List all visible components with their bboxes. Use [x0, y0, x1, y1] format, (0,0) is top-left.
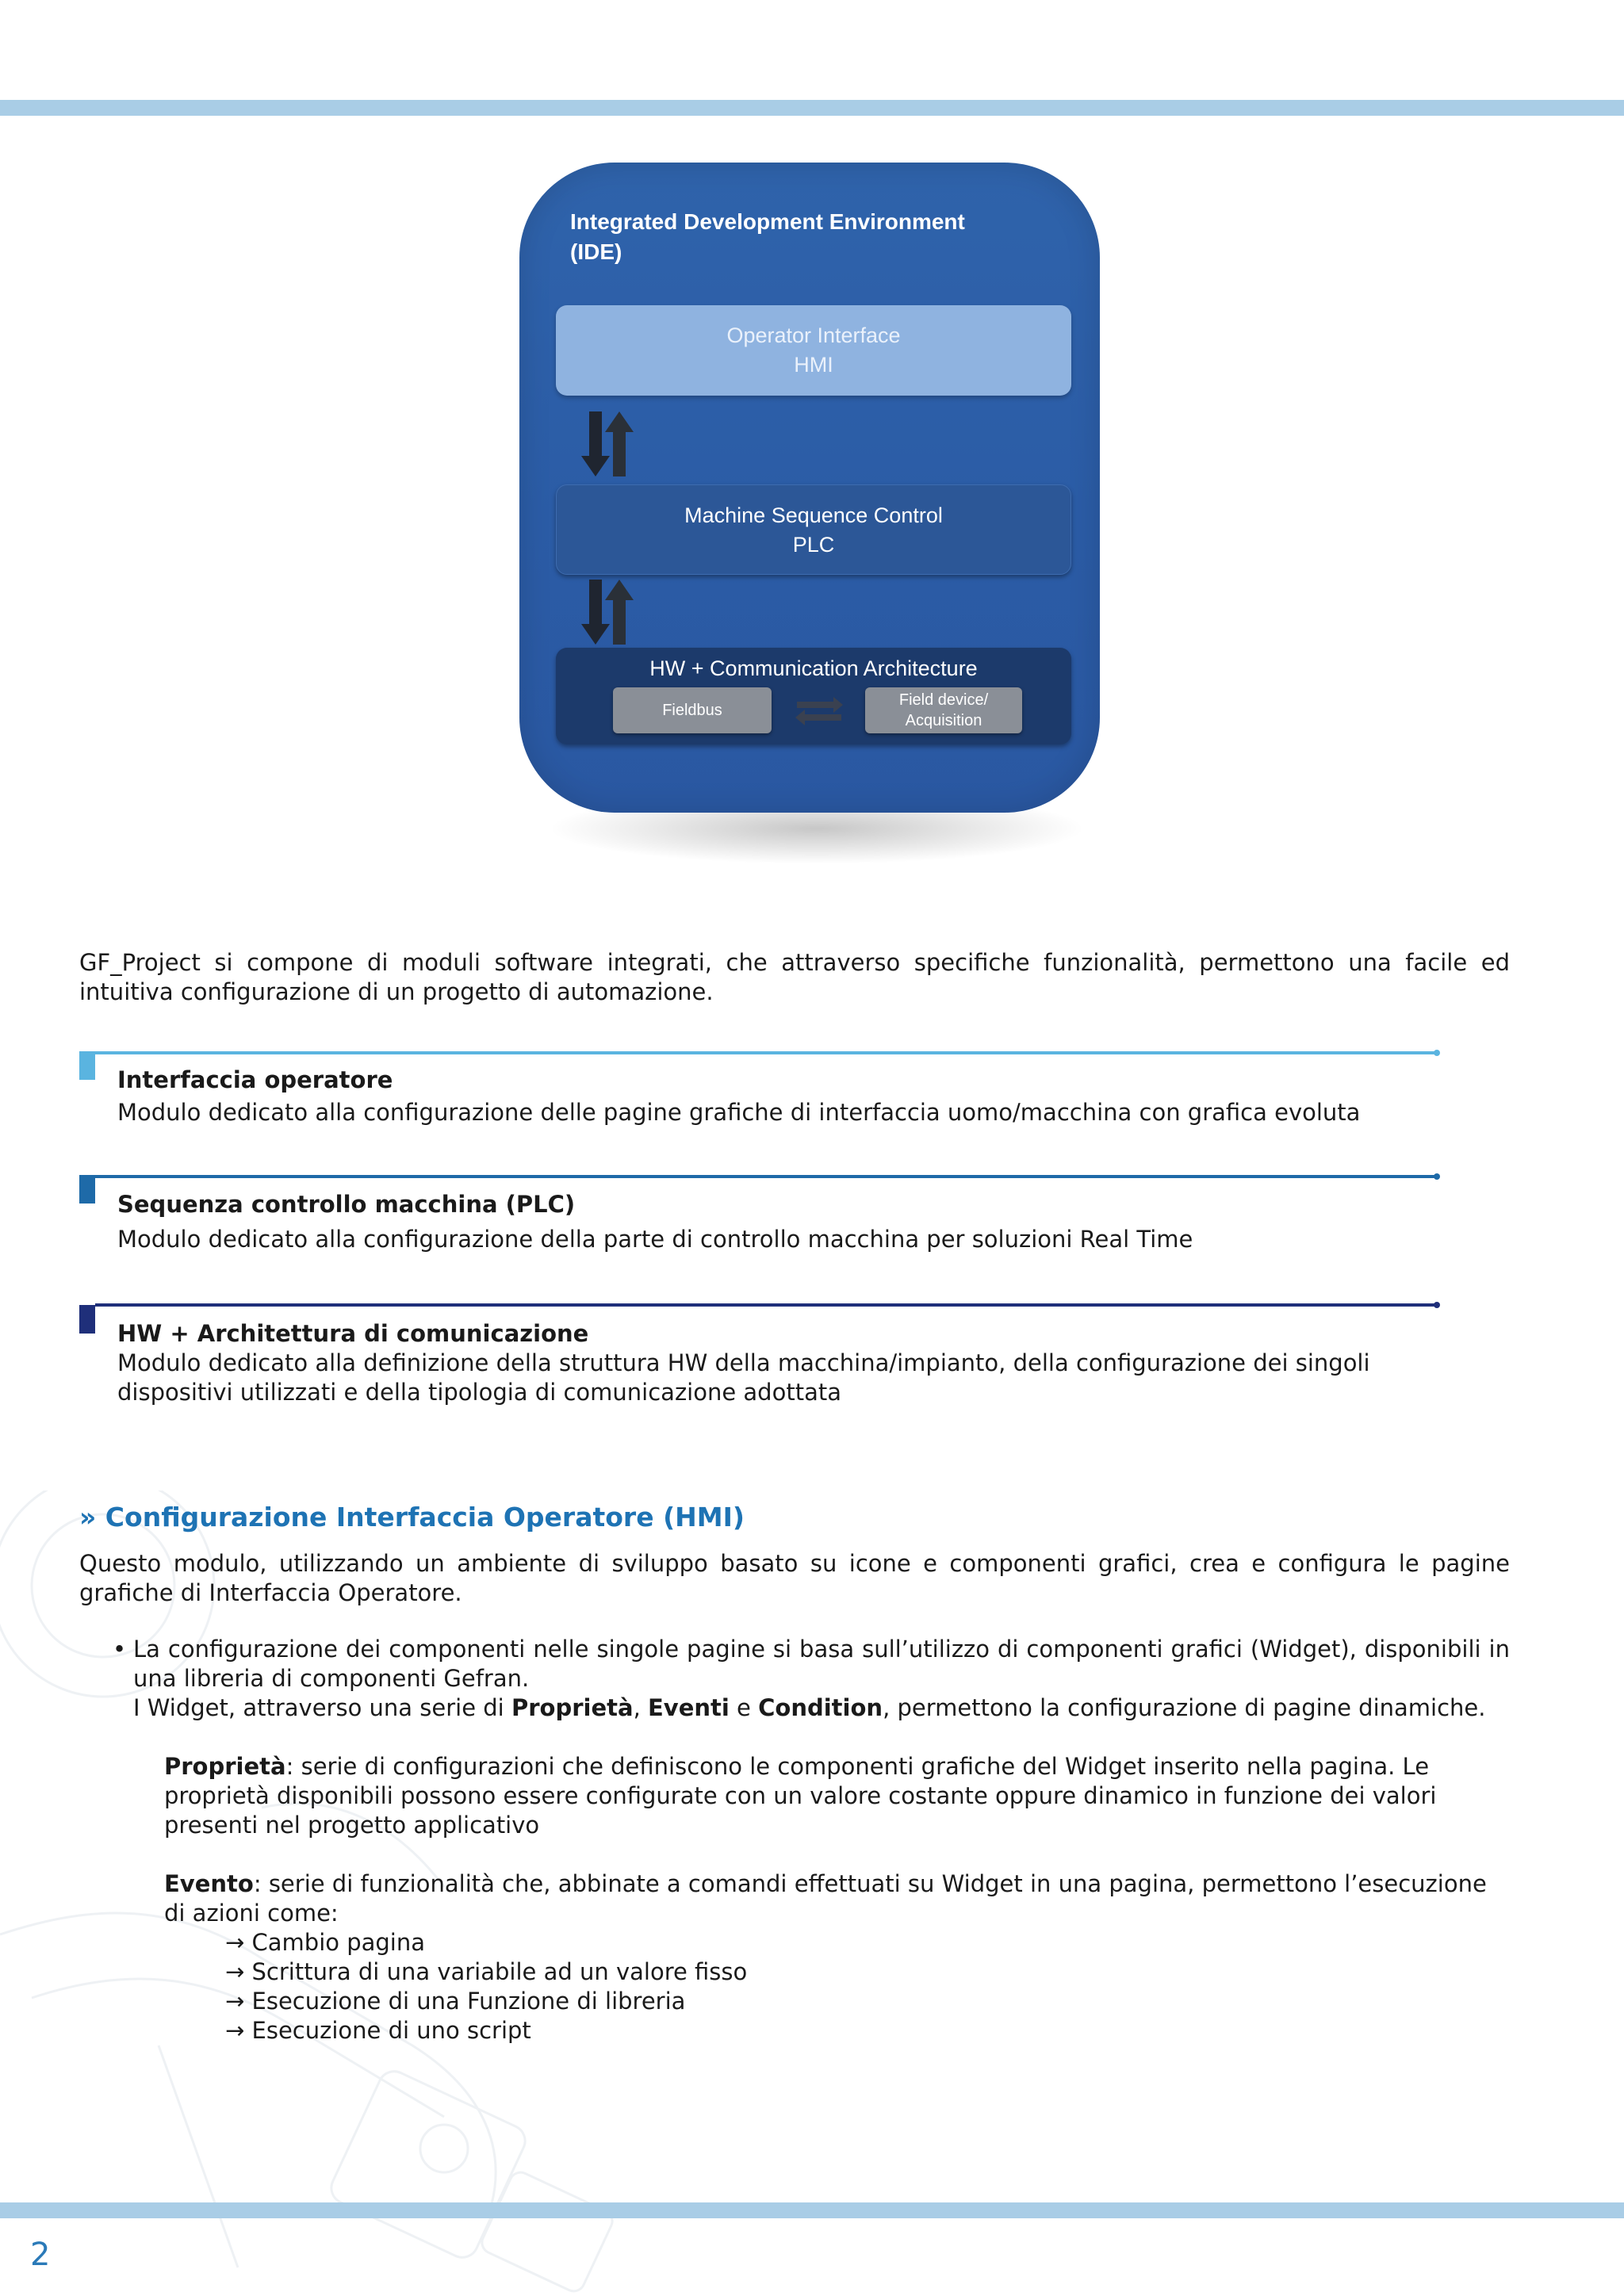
- module-title-hmi: Interfaccia operatore: [117, 1066, 393, 1093]
- widget-sentence-sep1: ,: [633, 1694, 648, 1721]
- properties-term: Proprietà: [164, 1753, 286, 1780]
- events-term: Evento: [164, 1870, 254, 1897]
- widget-sentence: [133, 1693, 1510, 1723]
- action-item-write-variable: → Scrittura di una variabile ad un valore fisso: [225, 1958, 748, 1985]
- hmi-layer: [556, 305, 1071, 396]
- module-divider-plc: [95, 1175, 1437, 1178]
- action-item-script: → Esecuzione di uno script: [225, 2017, 531, 2044]
- module-description-plc: Modulo dedicato alla configurazione della parte di controllo macchina per soluzioni Real Time: [117, 1226, 1193, 1253]
- top-decorative-band: [0, 100, 1624, 116]
- module-divider-end-hmi: [1434, 1050, 1440, 1056]
- hw-architecture-label: HW + Communication Architecture: [649, 656, 978, 680]
- widget-sentence-suffix: , permettono la configurazione di pagine dinamiche.: [883, 1694, 1486, 1721]
- ide-title: Integrated Development Environment (IDE): [570, 209, 965, 264]
- ide-diagram: [519, 163, 1100, 813]
- page-number: 2: [30, 2237, 51, 2273]
- section-heading: » Configurazione Interfaccia Operatore (HMI): [79, 1502, 745, 1533]
- intro-paragraph: GF_Project si compone di moduli software integrati, che attraverso specifiche funzionalità, permettono una facile ed intuitiva configurazione di un progetto di automazione.: [79, 949, 1510, 1005]
- bullet-text: La configurazione dei componenti nelle singole pagine si basa sull’utilizzo di componenti grafici (Widget), disponibili in una libreria di componenti Gefran.: [133, 1636, 1510, 1692]
- field-device-line1: Field device/: [898, 691, 989, 709]
- widget-sentence-prefix: I Widget, attraverso una serie di: [133, 1694, 511, 1721]
- action-item-library-function: → Esecuzione di una Funzione di libreria: [225, 1988, 686, 2015]
- field-device-line2: Acquisition: [905, 712, 982, 729]
- exchange-arrows-icon: [794, 694, 845, 729]
- module-description-hw: Modulo dedicato alla definizione della struttura HW della macchina/impianto, della configurazione dei singoli dispositivi utilizzati e della tipologia di comunicazione adottata: [117, 1349, 1370, 1406]
- module-title-hw: HW + Architettura di comunicazione: [117, 1320, 589, 1347]
- bidirectional-arrows-icon: [575, 576, 638, 648]
- hmi-label-line2: HMI: [794, 353, 833, 377]
- events-definition: [164, 1869, 1510, 1928]
- module-divider-hmi: [95, 1051, 1437, 1054]
- properties-text: : serie di configurazioni che definiscono le componenti grafiche del Widget inserito nella pagina. Le proprietà disponibili possono essere configurate con un valore costante oppure dinamico in funzione dei valori presenti nel progetto applicativo: [164, 1753, 1437, 1839]
- plc-label-line1: Machine Sequence Control: [684, 503, 943, 527]
- bullet-item: [133, 1635, 1510, 1723]
- module-title-plc: Sequenza controllo macchina (PLC): [117, 1191, 576, 1218]
- hmi-label-line1: Operator Interface: [726, 323, 901, 347]
- widget-term-condition: Condition: [758, 1694, 883, 1721]
- widget-term-eventi: Eventi: [648, 1694, 730, 1721]
- bottom-decorative-band: [0, 2202, 1624, 2218]
- field-device-chip: [865, 687, 1022, 733]
- module-marker-hw: [79, 1305, 95, 1334]
- action-item-page-change: → Cambio pagina: [225, 1929, 426, 1956]
- section-intro-paragraph: Questo modulo, utilizzando un ambiente di sviluppo basato su icone e componenti grafici, crea e configura le pagine grafiche di Interfaccia Operatore.: [79, 1550, 1510, 1606]
- plc-label-line2: PLC: [792, 533, 835, 557]
- events-text: : serie di funzionalità che, abbinate a comandi effettuati su Widget in una pagina, permettono l’esecuzione di azioni come:: [164, 1870, 1487, 1927]
- widget-sentence-sep2: e: [729, 1694, 759, 1721]
- widget-term-proprieta: Proprietà: [511, 1694, 634, 1721]
- hw-architecture-layer: [556, 648, 1071, 744]
- module-marker-plc: [79, 1175, 95, 1203]
- module-description-hmi: Modulo dedicato alla configurazione delle pagine grafiche di interfaccia uomo/macchina con grafica evoluta: [117, 1099, 1361, 1126]
- module-divider-end-plc: [1434, 1173, 1440, 1180]
- module-divider-end-hw: [1434, 1302, 1440, 1308]
- plc-layer: [556, 484, 1071, 575]
- fieldbus-chip: Fieldbus: [613, 687, 772, 733]
- module-marker-hmi: [79, 1051, 95, 1080]
- bullet-symbol: •: [113, 1636, 127, 1663]
- module-divider-hw: [95, 1303, 1437, 1307]
- properties-definition: [164, 1752, 1510, 1840]
- bidirectional-arrows-icon: [575, 408, 638, 480]
